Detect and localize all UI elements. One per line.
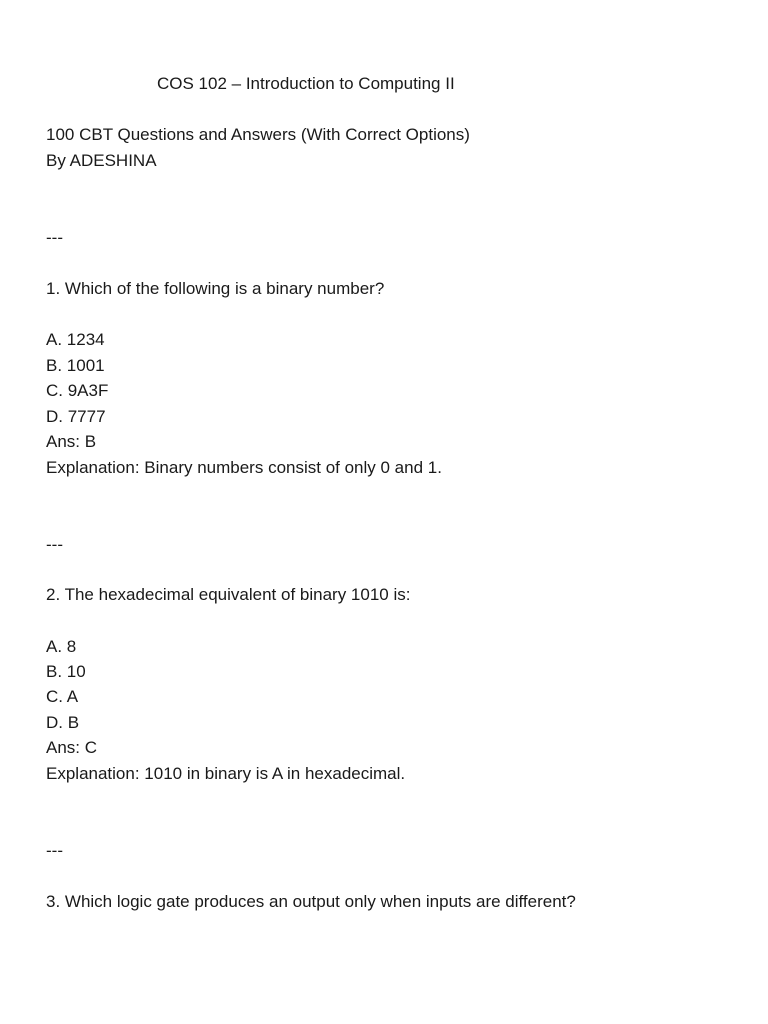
- document-title: COS 102 – Introduction to Computing II: [157, 74, 455, 93]
- answer-line: Ans: C: [46, 738, 98, 757]
- question-text: 3. Which logic gate produces an output only when inputs are different?: [46, 892, 576, 911]
- separator: ---: [46, 841, 63, 860]
- explanation-line: Explanation: Binary numbers consist of only 0 and 1.: [46, 458, 442, 477]
- document-subtitle: 100 CBT Questions and Answers (With Correct Options): [46, 125, 470, 144]
- question-text: 2. The hexadecimal equivalent of binary 1010 is:: [46, 585, 411, 604]
- answer-line: Ans: B: [46, 432, 97, 451]
- explanation-line: Explanation: 1010 in binary is A in hexadecimal.: [46, 764, 406, 783]
- separator: ---: [46, 228, 63, 247]
- separator: ---: [46, 535, 63, 554]
- author-line: By ADESHINA: [46, 151, 157, 170]
- option-a: A. 8: [46, 637, 77, 656]
- option-d: D. B: [46, 713, 80, 732]
- question-text: 1. Which of the following is a binary number?: [46, 279, 385, 298]
- option-c: C. 9A3F: [46, 381, 109, 400]
- option-d: D. 7777: [46, 407, 106, 426]
- option-b: B. 10: [46, 662, 86, 681]
- option-b: B. 1001: [46, 356, 105, 375]
- option-a: A. 1234: [46, 330, 105, 349]
- option-c: C. A: [46, 687, 79, 706]
